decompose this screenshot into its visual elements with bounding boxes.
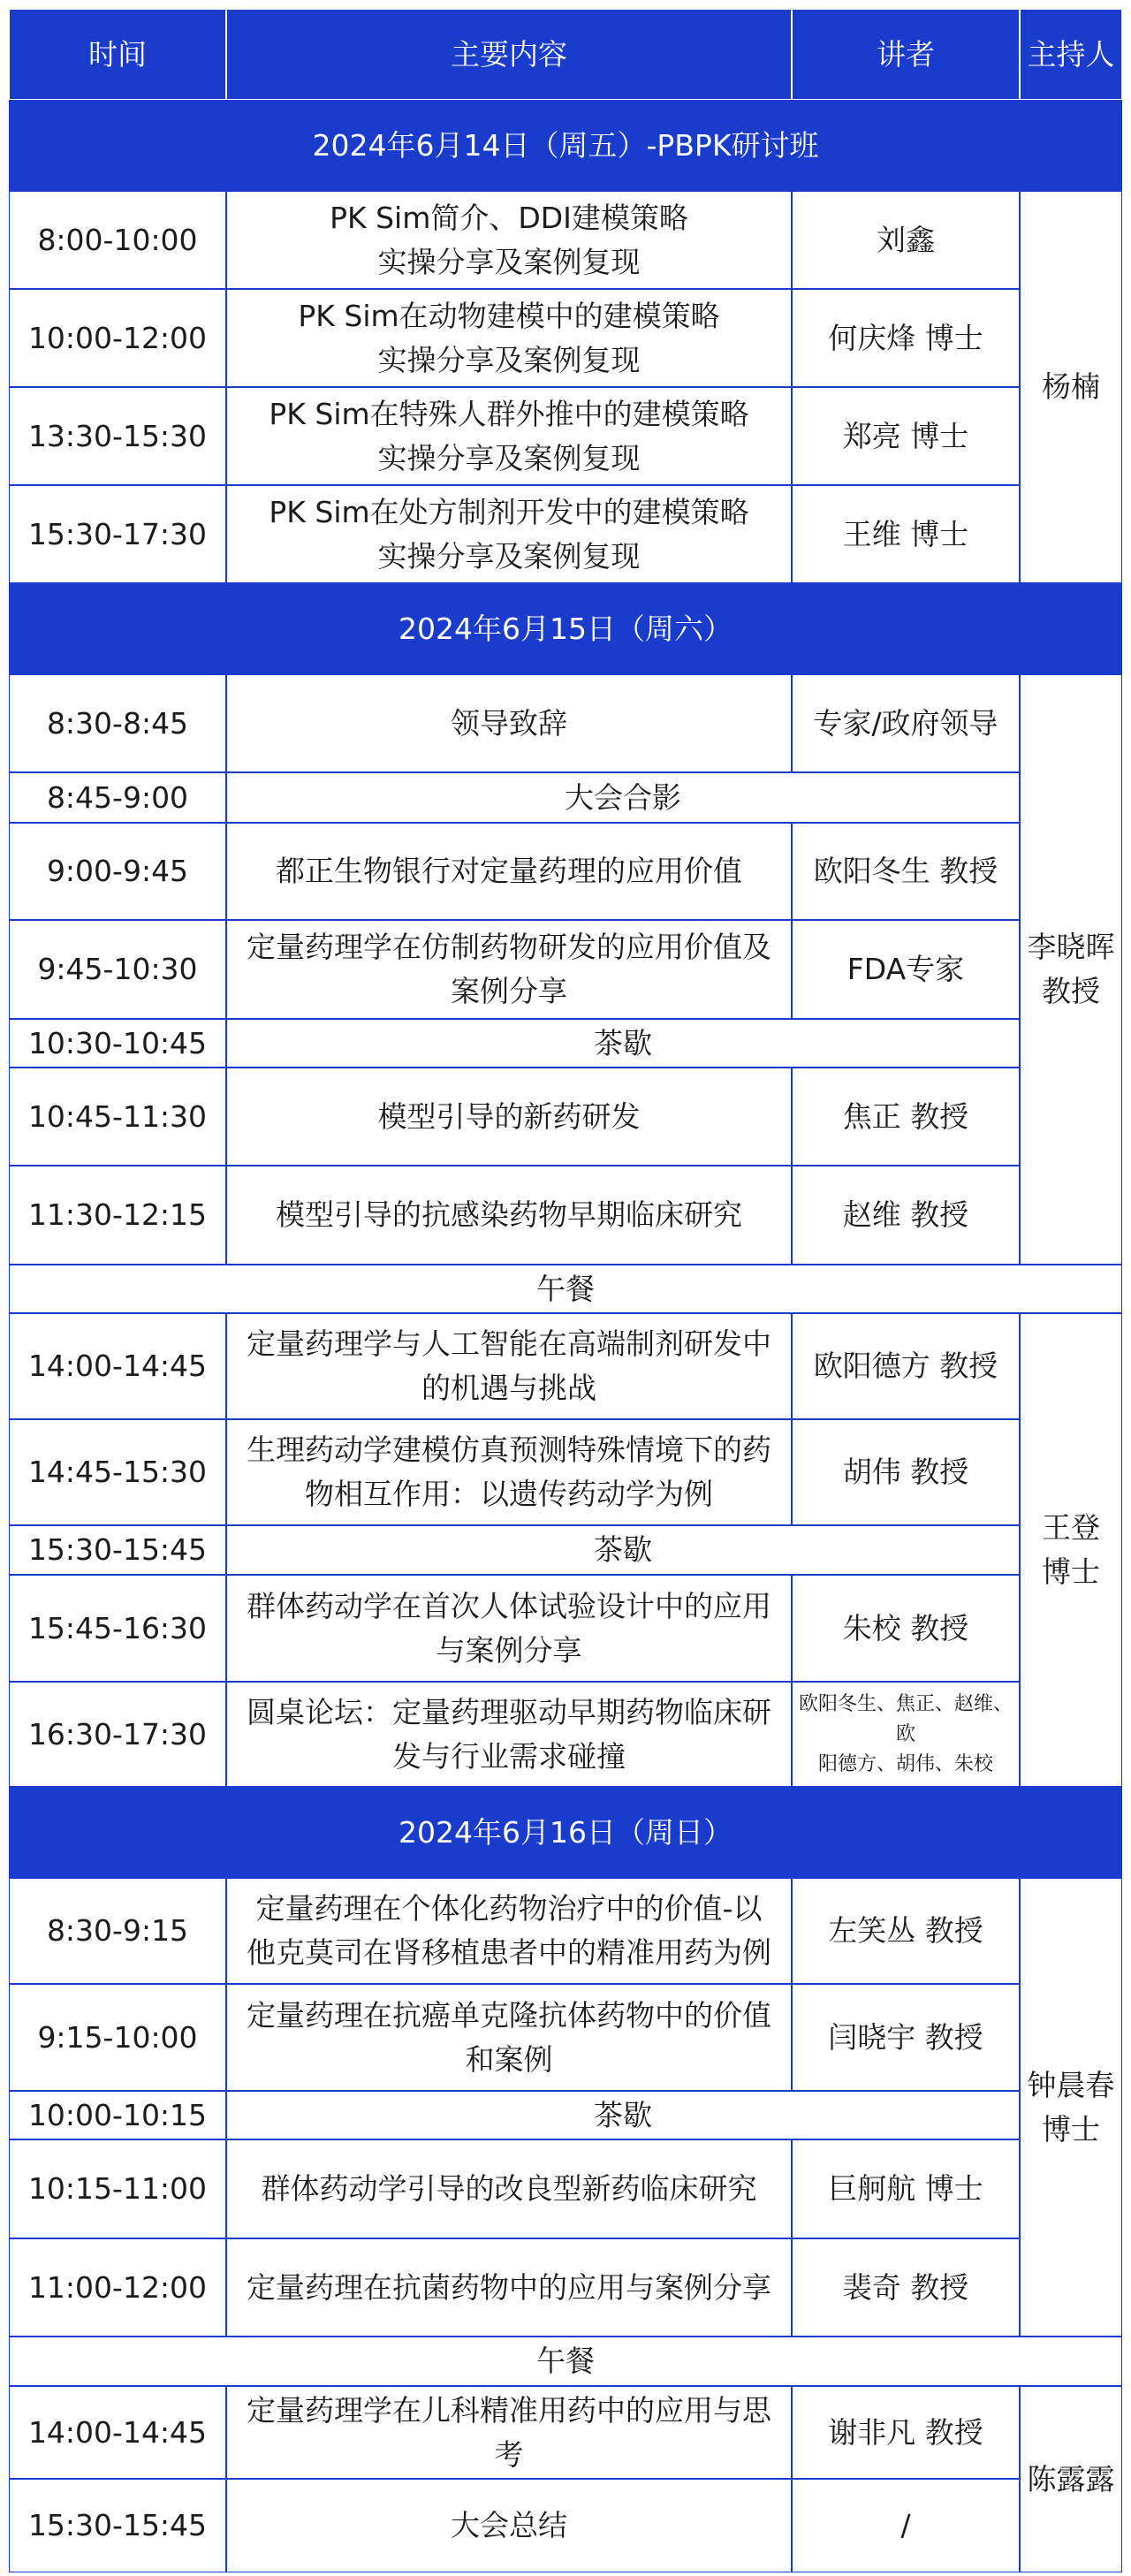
content-cell — [226, 674, 792, 772]
content-line: 都正生物银行对定量药理的应用价值 — [276, 854, 742, 888]
header-speaker: 讲者 — [792, 9, 1020, 100]
break-line: 茶歇 — [594, 2097, 652, 2132]
speaker-line: 欧阳冬生、焦正、赵维、欧 — [798, 1692, 1013, 1745]
time-cell: 9:45-10:30 — [9, 920, 226, 1019]
host-name — [1028, 2063, 1115, 2152]
host-cell — [1020, 2386, 1122, 2572]
break-cell — [226, 1525, 1020, 1575]
content-line: 和案例 — [465, 2041, 553, 2077]
break-line: 大会合影 — [565, 779, 681, 815]
content-cell — [226, 1068, 792, 1166]
time-cell: 8:00-10:00 — [9, 191, 226, 289]
lunch-text — [536, 2339, 595, 2383]
content-text — [330, 196, 688, 285]
content-line: 实操分享及案例复现 — [377, 244, 641, 279]
speaker-cell: 赵维 教授 — [792, 1166, 1020, 1265]
speaker-cell: 郑亮 博士 — [792, 387, 1020, 485]
host-cell — [1020, 1313, 1122, 1787]
content-line: 的机遇与挑战 — [421, 1371, 596, 1405]
speaker-cell: / — [792, 2479, 1020, 2572]
content-text — [247, 2389, 771, 2477]
content-line: PK Sim简介、DDI建模策略 — [330, 200, 688, 235]
speaker-cell: 谢非凡 教授 — [792, 2386, 1020, 2479]
host-line: 博士 — [1042, 2111, 1100, 2147]
time-cell: 15:30-15:45 — [9, 2479, 226, 2572]
host-name — [1028, 2458, 1115, 2502]
time-cell: 14:00-14:45 — [9, 1313, 226, 1419]
content-cell — [226, 485, 792, 583]
content-text — [262, 2167, 757, 2211]
speaker-cell: 欧阳冬生 教授 — [792, 823, 1020, 920]
time-cell: 10:15-11:00 — [9, 2139, 226, 2238]
time-cell: 15:30-15:45 — [9, 1525, 226, 1575]
break-text — [565, 776, 681, 820]
content-line: 定量药理在抗菌药物中的应用与案例分享 — [247, 2269, 771, 2305]
content-cell — [226, 191, 792, 289]
content-cell — [226, 1984, 792, 2091]
content-cell — [226, 920, 792, 1019]
content-text — [247, 1887, 771, 1975]
time-cell: 11:00-12:00 — [9, 2238, 226, 2337]
content-line: 生理药动学建模仿真预测特殊情境下的药 — [247, 1432, 771, 1467]
speaker-cell: 欧阳德方 教授 — [792, 1313, 1020, 1419]
break-text — [594, 2093, 652, 2138]
time-cell: 16:30-17:30 — [9, 1682, 226, 1787]
content-line: 定量药理学与人工智能在高端制剂研发中 — [247, 1326, 771, 1361]
content-line: 领导致辞 — [451, 705, 567, 741]
content-text — [378, 1095, 641, 1139]
lunch-line: 午餐 — [536, 2344, 595, 2378]
host-line: 博士 — [1042, 1554, 1100, 1589]
content-line: 实操分享及案例复现 — [377, 440, 641, 475]
speaker-cell: 裴奇 教授 — [792, 2238, 1020, 2337]
content-cell — [226, 1682, 792, 1787]
content-line: 群体药动学在首次人体试验设计中的应用 — [247, 1588, 771, 1623]
header-host: 主持人 — [1020, 9, 1122, 100]
content-cell — [226, 2386, 792, 2479]
time-cell: 9:00-9:45 — [9, 823, 226, 920]
content-text — [247, 2266, 771, 2310]
speaker-cell: 朱校 教授 — [792, 1575, 1020, 1682]
time-cell: 8:30-9:15 — [9, 1878, 226, 1984]
content-text — [247, 1322, 771, 1410]
content-cell — [226, 2238, 792, 2337]
time-cell: 14:45-15:30 — [9, 1419, 226, 1525]
content-text — [276, 849, 742, 893]
lunch-row — [9, 2337, 1122, 2386]
break-cell — [226, 1019, 1020, 1068]
content-text — [247, 1994, 771, 2082]
speaker-cell: 胡伟 教授 — [792, 1419, 1020, 1525]
content-line: PK Sim在特殊人群外推中的建模策略 — [269, 396, 749, 431]
time-cell: 10:30-10:45 — [9, 1019, 226, 1068]
content-cell — [226, 1166, 792, 1265]
lunch-line: 午餐 — [536, 1271, 595, 1306]
content-cell — [226, 2139, 792, 2238]
time-cell: 8:45-9:00 — [9, 772, 226, 823]
content-text — [276, 1193, 742, 1237]
content-line: 案例分享 — [451, 974, 567, 1008]
break-cell — [226, 2091, 1020, 2139]
content-cell — [226, 387, 792, 485]
speaker-cell: 焦正 教授 — [792, 1068, 1020, 1166]
day-title-band: 2024年6月15日（周六） — [9, 583, 1122, 674]
lunch-row — [9, 1265, 1122, 1313]
content-text — [247, 1584, 771, 1673]
time-cell: 10:00-10:15 — [9, 2091, 226, 2139]
time-cell: 8:30-8:45 — [9, 674, 226, 772]
content-line: 群体药动学引导的改良型新药临床研究 — [261, 2171, 757, 2206]
break-cell — [226, 772, 1020, 823]
host-line: 教授 — [1042, 974, 1100, 1008]
host-line: 李晓晖 — [1027, 930, 1115, 964]
time-cell: 11:30-12:15 — [9, 1166, 226, 1265]
content-text — [247, 1691, 771, 1779]
host-line: 杨楠 — [1042, 369, 1100, 404]
speaker-cell: FDA专家 — [792, 920, 1020, 1019]
time-cell: 13:30-15:30 — [9, 387, 226, 485]
content-line: 发与行业需求碰撞 — [392, 1738, 626, 1774]
content-line: 大会总结 — [451, 2508, 567, 2542]
content-line: 定量药理学在儿科精准用药中的应用与思 — [247, 2392, 771, 2428]
speaker-cell: 刘鑫 — [792, 191, 1020, 289]
lunch-text — [536, 1267, 595, 1311]
speaker-cell: 闫晓宇 教授 — [792, 1984, 1020, 2091]
content-cell — [226, 1878, 792, 1984]
content-line: 物相互作用：以遗传药动学为例 — [305, 1477, 713, 1511]
speaker-cell: 左笑丛 教授 — [792, 1878, 1020, 1984]
content-text — [451, 2504, 567, 2548]
content-line: 定量药理在个体化药物治疗中的价值-以 — [255, 1891, 763, 1926]
content-text — [298, 294, 719, 383]
speaker-cell: 何庆烽 博士 — [792, 289, 1020, 387]
time-cell: 10:45-11:30 — [9, 1068, 226, 1166]
host-line: 王登 — [1042, 1510, 1100, 1545]
content-text — [247, 925, 771, 1014]
content-cell — [226, 289, 792, 387]
time-cell: 15:45-16:30 — [9, 1575, 226, 1682]
host-name — [1042, 365, 1100, 409]
host-cell — [1020, 191, 1122, 583]
content-line: 实操分享及案例复现 — [377, 538, 641, 574]
break-text — [594, 1528, 652, 1572]
host-cell — [1020, 1878, 1122, 2337]
time-cell: 9:15-10:00 — [9, 1984, 226, 2091]
host-cell — [1020, 674, 1122, 1265]
content-line: 模型引导的抗感染药物早期临床研究 — [276, 1197, 742, 1232]
speaker-text — [798, 1690, 1013, 1780]
content-cell — [226, 1419, 792, 1525]
header-time: 时间 — [9, 9, 226, 100]
content-line: 模型引导的新药研发 — [377, 1098, 641, 1134]
host-name — [1042, 1506, 1100, 1594]
content-line: 定量药理学在仿制药物研发的应用价值及 — [247, 930, 771, 964]
content-line: 考 — [494, 2436, 524, 2472]
content-line: PK Sim在动物建模中的建模策略 — [298, 298, 720, 333]
time-cell: 10:00-12:00 — [9, 289, 226, 387]
content-line: 与案例分享 — [436, 1632, 582, 1668]
content-cell — [226, 823, 792, 920]
day-title-band: 2024年6月14日（周五）-PBPK研讨班 — [9, 100, 1122, 191]
break-text — [594, 1022, 652, 1066]
break-line: 茶歇 — [594, 1532, 652, 1567]
speaker-cell: 专家/政府领导 — [792, 674, 1020, 772]
content-cell — [226, 1313, 792, 1419]
speaker-line: 阳德方、胡伟、朱校 — [817, 1752, 993, 1775]
speaker-cell: 王维 博士 — [792, 485, 1020, 583]
content-text — [269, 490, 748, 579]
speaker-cell — [792, 1682, 1020, 1787]
content-cell — [226, 1575, 792, 1682]
content-text — [269, 392, 748, 481]
header-content: 主要内容 — [226, 9, 792, 100]
content-line: 实操分享及案例复现 — [377, 342, 641, 377]
speaker-cell: 巨舸航 博士 — [792, 2139, 1020, 2238]
break-line: 茶歇 — [594, 1025, 652, 1060]
content-text — [451, 702, 567, 746]
content-cell — [226, 2479, 792, 2572]
content-line: 定量药理在抗癌单克隆抗体药物中的价值 — [247, 1997, 771, 2033]
content-line: 圆桌论坛：定量药理驱动早期药物临床研 — [247, 1694, 771, 1729]
time-cell: 14:00-14:45 — [9, 2386, 226, 2479]
time-cell: 15:30-17:30 — [9, 485, 226, 583]
content-line: PK Sim在处方制剂开发中的建模策略 — [269, 494, 749, 529]
day-title-band: 2024年6月16日（周日） — [9, 1787, 1122, 1878]
host-line: 钟晨春 — [1027, 2067, 1115, 2102]
host-line: 陈露露 — [1027, 2461, 1115, 2496]
content-line: 他克莫司在肾移植患者中的精准用药为例 — [247, 1935, 771, 1970]
host-name — [1028, 925, 1115, 1014]
content-text — [247, 1428, 771, 1516]
